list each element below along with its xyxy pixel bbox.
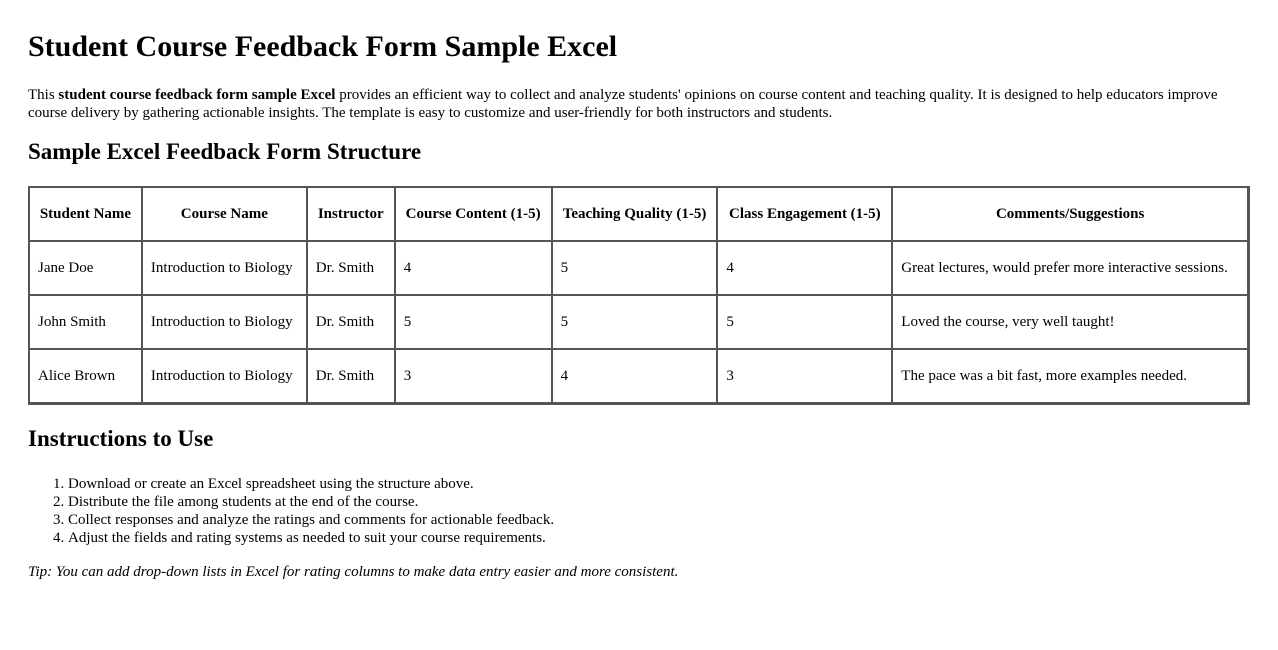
column-header-class-engagement: Class Engagement (1-5) [717, 187, 892, 241]
instructions-heading: Instructions to Use [28, 426, 214, 451]
cell-course-name: Introduction to Biology [142, 295, 307, 349]
intro-bold-phrase: student course feedback form sample Excel [58, 87, 336, 103]
instructions-list [28, 475, 1250, 547]
column-header-comments: Comments/Suggestions [892, 187, 1248, 241]
cell-course-content: 5 [395, 295, 552, 349]
cell-student-name: Alice Brown [29, 349, 142, 403]
page-title: Student Course Feedback Form Sample Excel [28, 30, 618, 63]
instruction-step: 3. Collect responses and analyze the ratings and comments for actionable feedback. [68, 511, 1250, 529]
tip-note: Tip: You can add drop-down lists in Excel for rating columns to make data entry easier and more consistent. [28, 564, 679, 580]
cell-student-name: John Smith [29, 295, 142, 349]
cell-instructor: Dr. Smith [307, 295, 395, 349]
cell-course-name: Introduction to Biology [142, 349, 307, 403]
cell-student-name: Jane Doe [29, 241, 142, 295]
cell-course-name: Introduction to Biology [142, 241, 307, 295]
feedback-table [28, 186, 1250, 405]
cell-comments: Great lectures, would prefer more interactive sessions. [892, 241, 1248, 295]
cell-class-engagement: 5 [717, 295, 892, 349]
column-header-course-content: Course Content (1-5) [395, 187, 552, 241]
cell-teaching-quality: 4 [552, 349, 718, 403]
cell-comments: Loved the course, very well taught! [892, 295, 1248, 349]
column-header-student-name: Student Name [29, 187, 142, 241]
cell-class-engagement: 3 [717, 349, 892, 403]
intro-suffix: provides an efficient way to collect and analyze students' opinions on course content and teaching quality. It is designed to help educators improve course delivery by gathering actionable insights. The template is easy to customize and user-friendly for both instructors and students. [28, 87, 1218, 121]
structure-heading: Sample Excel Feedback Form Structure [28, 139, 422, 164]
intro-prefix: This [28, 87, 59, 103]
cell-course-content: 3 [395, 349, 552, 403]
table-row [29, 241, 1248, 295]
table-header-row [29, 187, 1248, 241]
instruction-step: 2. Distribute the file among students at the end of the course. [68, 493, 1250, 511]
cell-comments: The pace was a bit fast, more examples needed. [892, 349, 1248, 403]
instruction-step: 4. Adjust the fields and rating systems as needed to suit your course requirements. [68, 529, 1250, 547]
column-header-instructor: Instructor [307, 187, 395, 241]
cell-instructor: Dr. Smith [307, 241, 395, 295]
cell-course-content: 4 [395, 241, 552, 295]
cell-instructor: Dr. Smith [307, 349, 395, 403]
column-header-teaching-quality: Teaching Quality (1-5) [552, 187, 718, 241]
column-header-course-name: Course Name [142, 187, 307, 241]
cell-teaching-quality: 5 [552, 241, 718, 295]
table-row [29, 295, 1248, 349]
intro-paragraph [28, 86, 1250, 122]
instruction-step: 1. Download or create an Excel spreadsheet using the structure above. [68, 475, 1250, 493]
table-row [29, 349, 1248, 403]
cell-class-engagement: 4 [717, 241, 892, 295]
cell-teaching-quality: 5 [552, 295, 718, 349]
